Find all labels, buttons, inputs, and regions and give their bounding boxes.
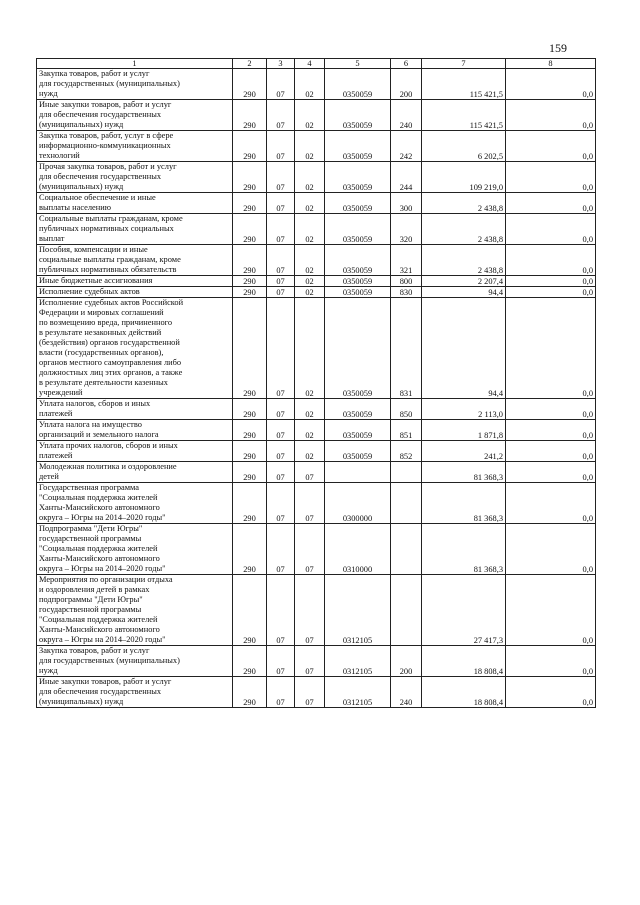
row-code-cell: 290 <box>233 276 267 287</box>
row-amount2-cell: 0,0 <box>506 162 596 193</box>
row-section-cell: 07 <box>267 441 295 462</box>
row-expense-type-cell: 240 <box>391 677 422 708</box>
row-amount2-cell: 0,0 <box>506 462 596 483</box>
row-amount2-cell: 0,0 <box>506 646 596 677</box>
column-header: 7 <box>422 59 506 69</box>
row-target-item-cell: 0312105 <box>325 646 391 677</box>
row-code-cell: 290 <box>233 298 267 399</box>
row-amount-cell: 2 113,0 <box>422 399 506 420</box>
row-section-cell: 07 <box>267 399 295 420</box>
row-target-item-cell: 0350059 <box>325 298 391 399</box>
row-expense-type-cell: 244 <box>391 162 422 193</box>
row-amount-cell: 2 438,8 <box>422 245 506 276</box>
row-subsection-cell: 07 <box>295 677 325 708</box>
row-code-cell: 290 <box>233 69 267 100</box>
row-subsection-cell: 02 <box>295 420 325 441</box>
header-row <box>37 59 596 69</box>
row-target-item-cell: 0350059 <box>325 69 391 100</box>
row-name-cell: Молодежная политика и оздоровление детей <box>37 462 233 483</box>
row-section-cell: 07 <box>267 214 295 245</box>
row-section-cell: 07 <box>267 524 295 575</box>
table-row <box>37 276 596 287</box>
row-amount2-cell: 0,0 <box>506 420 596 441</box>
row-code-cell: 290 <box>233 646 267 677</box>
row-name-cell: Уплата налога на имущество организаций и земельного налога <box>37 420 233 441</box>
row-expense-type-cell <box>391 524 422 575</box>
row-amount2-cell: 0,0 <box>506 131 596 162</box>
table-row <box>37 298 596 399</box>
row-code-cell: 290 <box>233 131 267 162</box>
row-name-cell: Иные закупки товаров, работ и услуг для обеспечения государственных (муниципальных) нужд <box>37 100 233 131</box>
row-code-cell: 290 <box>233 214 267 245</box>
row-expense-type-cell: 852 <box>391 441 422 462</box>
row-amount-cell: 2 207,4 <box>422 276 506 287</box>
row-amount-cell: 18 808,4 <box>422 646 506 677</box>
row-subsection-cell: 02 <box>295 287 325 298</box>
table-row <box>37 245 596 276</box>
row-target-item-cell: 0350059 <box>325 131 391 162</box>
table-row <box>37 162 596 193</box>
table-row <box>37 399 596 420</box>
row-section-cell: 07 <box>267 131 295 162</box>
row-section-cell: 07 <box>267 100 295 131</box>
table-row <box>37 100 596 131</box>
row-name-cell: Социальное обеспечение и иные выплаты населению <box>37 193 233 214</box>
row-name-cell: Мероприятия по организации отдыха и оздоровления детей в рамках подпрограммы "Дети Югры" государственной программы "Социальная поддержка жителей Ханты-Мансийского автономного округа – Югры на 2014–2020 годы" <box>37 575 233 646</box>
row-amount2-cell: 0,0 <box>506 69 596 100</box>
row-target-item-cell: 0350059 <box>325 214 391 245</box>
row-target-item-cell: 0350059 <box>325 420 391 441</box>
row-name-cell: Исполнение судебных актов Российской Федерации и мировых соглашений по возмещению вреда, причиненного в результате незаконных действий (бездействия) органов государственной власти (государственных органов), органов местного самоуправления либо должностных лиц этих органов, а также в результате деятельности казенных учреждений <box>37 298 233 399</box>
row-section-cell: 07 <box>267 162 295 193</box>
row-amount-cell: 2 438,8 <box>422 214 506 245</box>
row-amount-cell: 81 368,3 <box>422 462 506 483</box>
row-section-cell: 07 <box>267 276 295 287</box>
table-row <box>37 483 596 524</box>
table-row <box>37 646 596 677</box>
row-code-cell: 290 <box>233 193 267 214</box>
table-row <box>37 677 596 708</box>
row-amount-cell: 2 438,8 <box>422 193 506 214</box>
row-target-item-cell: 0350059 <box>325 276 391 287</box>
row-target-item-cell: 0350059 <box>325 399 391 420</box>
row-subsection-cell: 07 <box>295 646 325 677</box>
row-amount-cell: 27 417,3 <box>422 575 506 646</box>
row-target-item-cell: 0350059 <box>325 100 391 131</box>
row-name-cell: Государственная программа "Социальная поддержка жителей Ханты-Мансийского автономного округа – Югры на 2014–2020 годы" <box>37 483 233 524</box>
table-row <box>37 441 596 462</box>
budget-table <box>36 58 596 708</box>
row-subsection-cell: 07 <box>295 483 325 524</box>
row-amount-cell: 18 808,4 <box>422 677 506 708</box>
row-amount2-cell: 0,0 <box>506 441 596 462</box>
row-expense-type-cell: 240 <box>391 100 422 131</box>
row-amount2-cell: 0,0 <box>506 214 596 245</box>
column-header: 2 <box>233 59 267 69</box>
row-target-item-cell: 0300000 <box>325 483 391 524</box>
row-subsection-cell: 02 <box>295 162 325 193</box>
row-section-cell: 07 <box>267 193 295 214</box>
row-target-item-cell: 0312105 <box>325 677 391 708</box>
row-subsection-cell: 02 <box>295 399 325 420</box>
column-header: 5 <box>325 59 391 69</box>
row-section-cell: 07 <box>267 677 295 708</box>
row-subsection-cell: 07 <box>295 524 325 575</box>
row-subsection-cell: 02 <box>295 131 325 162</box>
table-row <box>37 131 596 162</box>
row-code-cell: 290 <box>233 677 267 708</box>
row-expense-type-cell: 200 <box>391 646 422 677</box>
row-code-cell: 290 <box>233 441 267 462</box>
row-amount2-cell: 0,0 <box>506 524 596 575</box>
row-code-cell: 290 <box>233 462 267 483</box>
row-amount2-cell: 0,0 <box>506 193 596 214</box>
row-target-item-cell: 0350059 <box>325 287 391 298</box>
row-code-cell: 290 <box>233 287 267 298</box>
row-expense-type-cell: 851 <box>391 420 422 441</box>
row-name-cell: Закупка товаров, работ, услуг в сфере информационно-коммуникационных технологий <box>37 131 233 162</box>
column-header: 8 <box>506 59 596 69</box>
row-amount-cell: 241,2 <box>422 441 506 462</box>
row-subsection-cell: 07 <box>295 462 325 483</box>
row-target-item-cell: 0350059 <box>325 193 391 214</box>
row-expense-type-cell: 850 <box>391 399 422 420</box>
row-amount-cell: 81 368,3 <box>422 483 506 524</box>
row-section-cell: 07 <box>267 483 295 524</box>
row-subsection-cell: 02 <box>295 298 325 399</box>
row-target-item-cell: 0350059 <box>325 441 391 462</box>
row-expense-type-cell <box>391 483 422 524</box>
row-section-cell: 07 <box>267 575 295 646</box>
row-name-cell: Пособия, компенсации и иные социальные выплаты гражданам, кроме публичных нормативных обязательств <box>37 245 233 276</box>
table-row <box>37 420 596 441</box>
row-expense-type-cell: 800 <box>391 276 422 287</box>
row-amount2-cell: 0,0 <box>506 575 596 646</box>
row-section-cell: 07 <box>267 462 295 483</box>
row-subsection-cell: 02 <box>295 193 325 214</box>
row-section-cell: 07 <box>267 287 295 298</box>
row-amount-cell: 94,4 <box>422 287 506 298</box>
row-name-cell: Закупка товаров, работ и услуг для государственных (муниципальных) нужд <box>37 646 233 677</box>
row-amount-cell: 6 202,5 <box>422 131 506 162</box>
row-name-cell: Иные закупки товаров, работ и услуг для обеспечения государственных (муниципальных) нужд <box>37 677 233 708</box>
row-amount-cell: 109 219,0 <box>422 162 506 193</box>
row-code-cell: 290 <box>233 100 267 131</box>
row-amount-cell: 81 368,3 <box>422 524 506 575</box>
row-code-cell: 290 <box>233 420 267 441</box>
row-section-cell: 07 <box>267 298 295 399</box>
row-section-cell: 07 <box>267 69 295 100</box>
row-subsection-cell: 02 <box>295 441 325 462</box>
row-amount-cell: 115 421,5 <box>422 100 506 131</box>
row-amount2-cell: 0,0 <box>506 399 596 420</box>
row-name-cell: Прочая закупка товаров, работ и услуг для обеспечения государственных (муниципальных) нужд <box>37 162 233 193</box>
row-subsection-cell: 02 <box>295 100 325 131</box>
row-expense-type-cell: 300 <box>391 193 422 214</box>
row-expense-type-cell: 320 <box>391 214 422 245</box>
row-section-cell: 07 <box>267 420 295 441</box>
table-row <box>37 69 596 100</box>
table-row <box>37 575 596 646</box>
row-amount-cell: 115 421,5 <box>422 69 506 100</box>
column-header: 6 <box>391 59 422 69</box>
row-amount2-cell: 0,0 <box>506 677 596 708</box>
row-code-cell: 290 <box>233 162 267 193</box>
row-name-cell: Закупка товаров, работ и услуг для государственных (муниципальных) нужд <box>37 69 233 100</box>
row-subsection-cell: 07 <box>295 575 325 646</box>
page-number: 159 <box>549 41 567 55</box>
row-expense-type-cell: 321 <box>391 245 422 276</box>
row-target-item-cell: 0350059 <box>325 162 391 193</box>
row-target-item-cell <box>325 462 391 483</box>
row-expense-type-cell <box>391 575 422 646</box>
row-name-cell: Уплата прочих налогов, сборов и иных платежей <box>37 441 233 462</box>
row-expense-type-cell: 200 <box>391 69 422 100</box>
row-target-item-cell: 0350059 <box>325 245 391 276</box>
row-amount-cell: 94,4 <box>422 298 506 399</box>
row-target-item-cell: 0310000 <box>325 524 391 575</box>
row-code-cell: 290 <box>233 483 267 524</box>
row-name-cell: Социальные выплаты гражданам, кроме публичных нормативных социальных выплат <box>37 214 233 245</box>
row-amount2-cell: 0,0 <box>506 298 596 399</box>
row-amount2-cell: 0,0 <box>506 287 596 298</box>
column-header: 1 <box>37 59 233 69</box>
row-name-cell: Исполнение судебных актов <box>37 287 233 298</box>
row-subsection-cell: 02 <box>295 276 325 287</box>
row-subsection-cell: 02 <box>295 69 325 100</box>
row-section-cell: 07 <box>267 646 295 677</box>
row-subsection-cell: 02 <box>295 214 325 245</box>
table-row <box>37 287 596 298</box>
row-name-cell: Иные бюджетные ассигнования <box>37 276 233 287</box>
row-subsection-cell: 02 <box>295 245 325 276</box>
row-expense-type-cell: 831 <box>391 298 422 399</box>
row-name-cell: Подпрограмма "Дети Югры" государственной программы "Социальная поддержка жителей Ханты-Мансийского автономного округа – Югры на 2014–2020 годы" <box>37 524 233 575</box>
row-amount2-cell: 0,0 <box>506 100 596 131</box>
table-row <box>37 524 596 575</box>
row-code-cell: 290 <box>233 399 267 420</box>
row-amount2-cell: 0,0 <box>506 276 596 287</box>
column-header: 3 <box>267 59 295 69</box>
row-amount2-cell: 0,0 <box>506 483 596 524</box>
row-expense-type-cell: 242 <box>391 131 422 162</box>
row-section-cell: 07 <box>267 245 295 276</box>
row-code-cell: 290 <box>233 575 267 646</box>
table-row <box>37 462 596 483</box>
table-row <box>37 193 596 214</box>
row-expense-type-cell <box>391 462 422 483</box>
row-target-item-cell: 0312105 <box>325 575 391 646</box>
row-code-cell: 290 <box>233 245 267 276</box>
column-header: 4 <box>295 59 325 69</box>
row-amount-cell: 1 871,8 <box>422 420 506 441</box>
row-name-cell: Уплата налогов, сборов и иных платежей <box>37 399 233 420</box>
row-code-cell: 290 <box>233 524 267 575</box>
table-row <box>37 214 596 245</box>
row-amount2-cell: 0,0 <box>506 245 596 276</box>
row-expense-type-cell: 830 <box>391 287 422 298</box>
